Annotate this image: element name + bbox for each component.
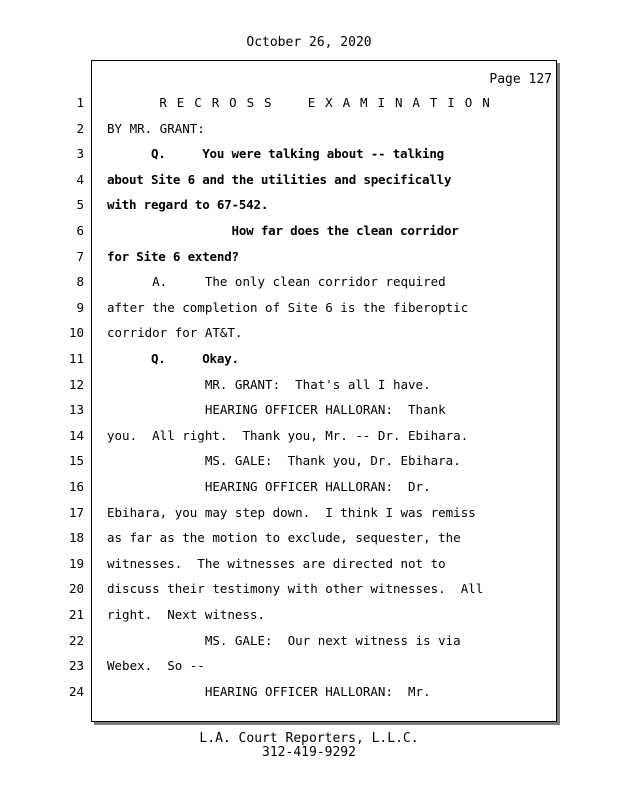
line-number: 7 [76, 248, 84, 264]
transcript-line [0, 423, 560, 448]
line-number: 12 [68, 376, 84, 392]
line-number: 5 [76, 197, 84, 213]
transcript-line [0, 628, 560, 653]
footer-phone: 312-419-9292 [262, 745, 356, 760]
line-number: 18 [68, 530, 84, 546]
transcript-line [0, 192, 560, 217]
line-text: corridor for AT&T. [107, 325, 243, 341]
transcript-line [0, 372, 560, 397]
transcript-line [0, 116, 560, 141]
line-number: 21 [68, 607, 84, 622]
line-text: Q. You were talking about -- talking [107, 146, 444, 162]
transcript-line [0, 244, 560, 269]
footer [0, 732, 618, 760]
line-number: 14 [68, 427, 84, 443]
line-number: 19 [68, 555, 84, 571]
line-text: MS. GALE: Thank you, Dr. Ebihara. [107, 453, 461, 469]
line-text: for Site 6 extend? [107, 248, 239, 264]
line-number: 20 [68, 581, 84, 597]
line-number: 17 [68, 504, 84, 520]
transcript-line [0, 167, 560, 192]
line-number: 23 [68, 658, 84, 674]
line-number: 2 [76, 120, 84, 136]
page-number: Page 127 [489, 72, 552, 87]
line-text: as far as the motion to exclude, sequester, the [107, 530, 461, 546]
line-text: How far does the clean corridor [107, 223, 459, 238]
line-text: Webex. So -- [107, 658, 205, 674]
header-date: October 26, 2020 [246, 35, 372, 50]
line-number: 9 [76, 299, 84, 315]
transcript-line [0, 218, 560, 243]
line-number: 11 [68, 351, 84, 366]
line-text: witnesses. The witnesses are directed not to [107, 555, 446, 571]
line-number: 6 [76, 223, 84, 238]
line-text: BY MR. GRANT: [107, 120, 205, 136]
line-number: 1 [76, 95, 84, 110]
line-text: discuss their testimony with other witnesses. All [107, 581, 484, 597]
transcript-line [0, 500, 560, 525]
transcript-line [0, 141, 560, 166]
line-number: 16 [68, 479, 84, 494]
line-number: 4 [76, 171, 84, 187]
line-text: right. Next witness. [107, 607, 266, 622]
footer-company: L.A. Court Reporters, L.L.C. [199, 731, 419, 746]
line-text: A. The only clean corridor required [107, 274, 446, 290]
line-text: Q. Okay. [107, 351, 239, 366]
line-text: HEARING OFFICER HALLORAN: Mr. [107, 683, 431, 699]
transcript-line [0, 90, 560, 115]
line-number: 15 [68, 453, 84, 469]
transcript-line [0, 346, 560, 371]
transcript-line [0, 653, 560, 678]
transcript-line [0, 269, 560, 294]
line-text: with regard to 67-542. [107, 197, 269, 213]
line-text: R E C R O S S E X A M I N A T I O N [107, 95, 491, 110]
line-text: HEARING OFFICER HALLORAN: Dr. [107, 479, 431, 494]
line-text: about Site 6 and the utilities and specifically [107, 171, 452, 187]
transcript-line [0, 448, 560, 473]
line-text: HEARING OFFICER HALLORAN: Thank [107, 402, 446, 418]
transcript-line [0, 397, 560, 422]
transcript-line [0, 679, 560, 704]
line-number: 10 [68, 325, 84, 341]
transcript-line [0, 295, 560, 320]
line-text: you. All right. Thank you, Mr. -- Dr. Ebihara. [107, 427, 469, 443]
transcript-line [0, 474, 560, 499]
line-text: Ebihara, you may step down. I think I was remiss [107, 504, 476, 520]
transcript-line [0, 320, 560, 345]
line-number: 3 [76, 146, 84, 162]
transcript-line [0, 525, 560, 550]
line-text: MR. GRANT: That's all I have. [107, 376, 431, 392]
transcript-line [0, 576, 560, 601]
line-number: 24 [68, 683, 84, 699]
line-number: 13 [68, 402, 84, 418]
line-number: 8 [76, 274, 84, 290]
transcript-line [0, 602, 560, 627]
line-number: 22 [68, 632, 84, 648]
line-text: after the completion of Site 6 is the fiberoptic [107, 299, 469, 315]
line-text: MS. GALE: Our next witness is via [107, 632, 461, 648]
transcript-line [0, 551, 560, 576]
